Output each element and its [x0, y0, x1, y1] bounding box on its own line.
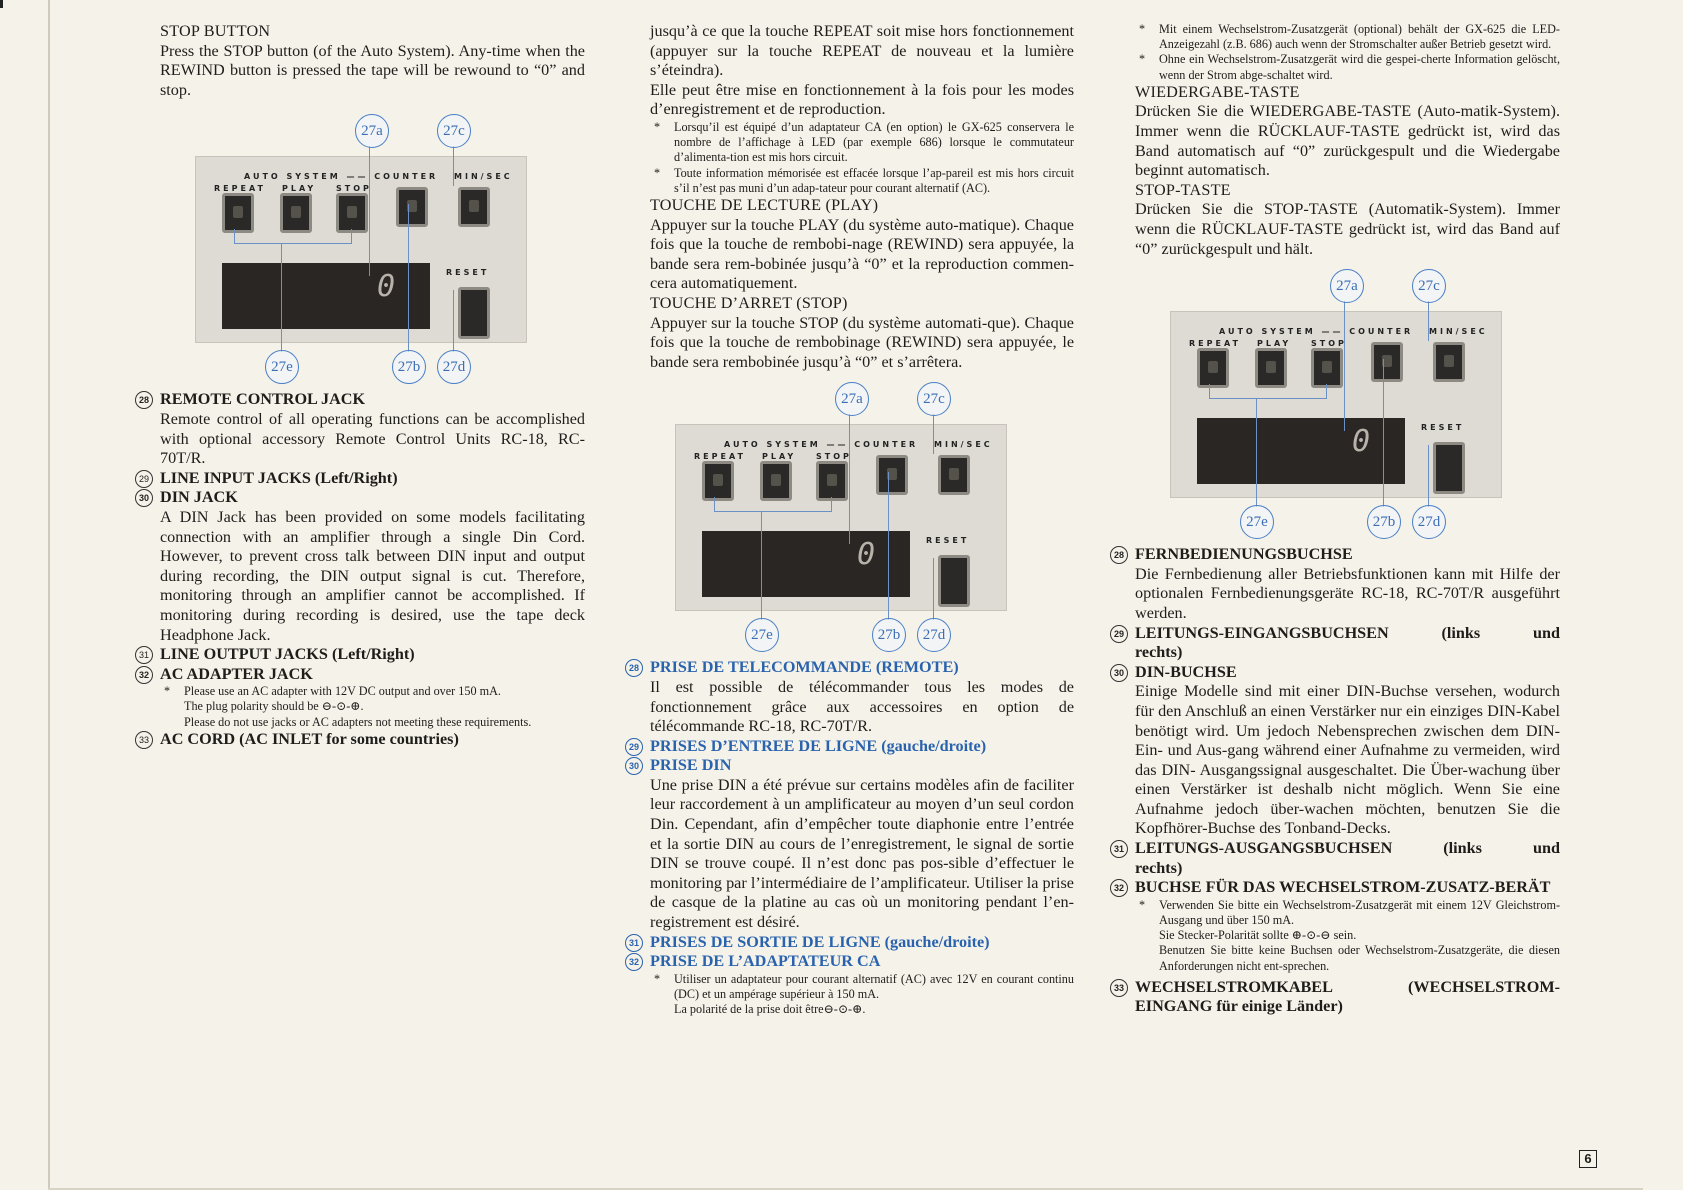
fr-note-2: * Toute information mémorisée est effacée lorsque l’ap-pareil est mis hors circuit s’il n’est pas muni d’un adap-tateur pour courant alternatif (AC). — [654, 165, 1074, 195]
fr-intro: jusqu’à ce que la touche REPEAT soit mise hors fonctionnement (appuyer sur la touche REPEAT de nouveau et la lumière s’éteindra). — [650, 22, 1074, 80]
fr-callout-line-e — [761, 512, 762, 620]
fr-auto-system-figure — [675, 382, 1005, 652]
panel-label-repeat: REPEAT — [214, 184, 266, 194]
item-33-title: 33 AC CORD (AC INLET for some countries) — [160, 730, 585, 750]
fr-callout-line-c — [933, 414, 934, 454]
stop-button — [336, 193, 368, 233]
item-31-title: 31 LINE OUTPUT JACKS (Left/Right) — [160, 645, 585, 665]
fr-counter-digit: 0 — [857, 537, 876, 573]
fr-panel-label-reset: RESET — [926, 536, 970, 546]
callout-27d: 27d — [437, 350, 471, 384]
fr-panel-label-auto: AUTO SYSTEM —— COUNTER — [724, 440, 919, 450]
de-reset-button — [1433, 442, 1465, 494]
de-item-29-title: 29 LEITUNGS-EINGANGSBUCHSEN (links und — [1135, 624, 1560, 644]
fr-play-title: TOUCHE DE LECTURE (PLAY) — [650, 195, 879, 214]
callout-27b: 27b — [392, 350, 426, 384]
de-item-29-cont: rechts) — [1135, 643, 1183, 662]
counter-panel — [195, 156, 527, 343]
de-item-31-cont: rechts) — [1135, 858, 1183, 877]
fr-button-link-line — [714, 497, 832, 512]
de-auto-system-figure — [1170, 269, 1500, 539]
fr-item-30-title: 30 PRISE DIN — [650, 756, 1074, 776]
de-panel-label-stop: STOP — [1311, 339, 1347, 349]
de-counter-digit: 0 — [1352, 424, 1371, 460]
de-stop-title: STOP-TASTE — [1135, 180, 1231, 199]
de-button-link-line — [1209, 384, 1327, 399]
fr-item-28-title: 28 PRISE DE TELECOMMANDE (REMOTE) — [650, 658, 1074, 678]
fr-panel-label-minsec: MIN/SEC — [934, 440, 993, 450]
fr-minsec-button — [938, 455, 970, 495]
fr-counter-button — [876, 455, 908, 495]
callout-line-e — [281, 244, 282, 352]
fr-stop-button — [816, 461, 848, 501]
de-item-30-title: 30 DIN-BUCHSE — [1135, 663, 1560, 683]
de-item-28-title: 28 FERNBEDIENUNGSBUCHSE — [1135, 545, 1560, 565]
reset-button — [458, 287, 490, 339]
fr-item-32-title: 32 PRISE DE L’ADAPTATEUR CA — [650, 952, 1074, 972]
fr-item-32-polarity: La polarité de la prise doit être⊖-⊙-⊕. — [674, 1002, 866, 1017]
repeat-button — [222, 193, 254, 233]
fr-reset-button — [938, 555, 970, 607]
de-item-32-title: 32 BUCHSE FÜR DAS WECHSELSTROM-ZUSATZ-BERÄT — [1135, 878, 1560, 898]
de-item-33-cont: EINGANG für einige Länder) — [1135, 997, 1343, 1016]
fr-panel-label-stop: STOP — [816, 452, 852, 462]
callout-27e: 27e — [265, 350, 299, 384]
counter-button — [396, 187, 428, 227]
de-callout-27d: 27d — [1412, 505, 1446, 539]
fr-callout-line-a — [849, 414, 850, 544]
fr-callout-27d: 27d — [917, 618, 951, 652]
german-column — [1113, 22, 1560, 1017]
de-item-31-title: 31 LEITUNGS-AUSGANGSBUCHSEN (links und — [1135, 839, 1560, 859]
de-item-32-note: * Verwenden Sie bitte ein Wechselstrom-Zusatzgerät mit einem 12V Gleichstrom-Ausgang und über 150 mA. — [1139, 897, 1560, 928]
item-28-title: 28 REMOTE CONTROL JACK — [160, 390, 585, 410]
de-play-text: Drücken Sie die WIEDERGABE-TASTE (Auto-matik-System). Immer wenn die RÜCKLAUF-TASTE gedrückt ist, wird das Band automatisch auf “0” zurückgespult und die Wiedergabe beginnt automatisch. — [1135, 102, 1560, 180]
de-panel-label-minsec: MIN/SEC — [1429, 327, 1488, 337]
de-note-2: * Ohne ein Wechselstrom-Zusatzgerät wird die gespei-cherte Information gelöscht, wenn der Strom abge-schaltet wird. — [1139, 52, 1560, 82]
de-item-32-warning: Benutzen Sie bitte keine Buchsen oder Wechselstrom-Zusatzgeräte, die diesen Anforderungen nicht ent-sprechen. — [1159, 943, 1560, 973]
de-stop-button — [1311, 348, 1343, 388]
stop-button-text: Press the STOP button (of the Auto System). Any-time when the REWIND button is pressed the tape will be rewound to “0” and stop. — [160, 41, 585, 99]
fr-counter-panel — [675, 424, 1007, 611]
item-28-text: Remote control of all operating functions can be accomplished with optional accessory Remote Control Units RC-18, RC-70T/R. — [160, 409, 585, 468]
de-panel-label-auto: AUTO SYSTEM —— COUNTER — [1219, 327, 1414, 337]
de-callout-line-b — [1383, 359, 1384, 507]
fr-callout-27c: 27c — [917, 382, 951, 416]
de-panel-label-play: PLAY — [1257, 339, 1292, 349]
callout-27c: 27c — [437, 114, 471, 148]
de-callout-27a: 27a — [1330, 269, 1364, 303]
button-link-line — [234, 229, 352, 244]
de-minsec-button — [1433, 342, 1465, 382]
item-32-title: 32 AC ADAPTER JACK — [160, 665, 585, 685]
de-callout-27b: 27b — [1367, 505, 1401, 539]
de-play-button — [1255, 348, 1287, 388]
auto-system-figure — [195, 114, 525, 384]
de-counter-display — [1197, 418, 1405, 484]
page-number: 6 — [1579, 1150, 1597, 1168]
french-column — [628, 22, 1074, 1017]
de-callout-line-d — [1428, 445, 1429, 507]
callout-27a: 27a — [355, 114, 389, 148]
de-panel-label-repeat: REPEAT — [1189, 339, 1241, 349]
page-left-edge — [48, 0, 50, 1190]
panel-label-play: PLAY — [282, 184, 317, 194]
fr-callout-line-d — [933, 558, 934, 620]
item-32-warning: Please do not use jacks or AC adapters not meeting these requirements. — [184, 714, 532, 729]
callout-line-b — [408, 204, 409, 352]
panel-label-minsec: MIN/SEC — [454, 172, 513, 182]
fr-counter-display — [702, 531, 910, 597]
panel-label-stop: STOP — [336, 184, 372, 194]
fr-callout-27a: 27a — [835, 382, 869, 416]
stop-button-title: STOP BUTTON — [160, 22, 271, 40]
de-note-1: * Mit einem Wechselstrom-Zusatzgerät (optional) behält der GX-625 die LED-Anzeigezahl (z.B. 686) auch wenn der Stromschalter außer Betrieb gesetzt wird. — [1139, 22, 1560, 52]
de-counter-panel — [1170, 311, 1502, 498]
de-callout-line-a — [1344, 301, 1345, 431]
fr-item-30-text: Une prise DIN a été prévue sur certains modèles afin de faciliter leur raccordement à un amplificateur au moyen d’un seul cordon Din. Cependant, afin d’empêcher toute diaphonie entre l’entrée et la sortie DIN au cours de l’enregistrement, le signal de sortie DIN se trouve coupé. Il n’est donc pas pos-sible d’effectuer le monitoring par l’intermédiaire de l’amplificateur. Utiliser la prise de casque de la platine au cas où un monitoring pendant l’en-registrement est désiré. — [650, 775, 1074, 932]
de-stop-text: Drücken Sie die STOP-TASTE (Automatik-System). Immer wenn die RÜCKLAUF-TASTE gedrückt ist, wird das Band auf “0” zurückgespult und hält. — [1135, 200, 1560, 258]
panel-label-auto: AUTO SYSTEM —— COUNTER — [244, 172, 439, 182]
callout-line-a — [369, 146, 370, 276]
fr-item-29-title: 29 PRISES D’ENTREE DE LIGNE (gauche/droite) — [650, 737, 1074, 757]
fr-callout-27b: 27b — [872, 618, 906, 652]
item-32-polarity: The plug polarity should be ⊖-⊙-⊕. — [184, 699, 364, 714]
item-29-title: 29 LINE INPUT JACKS (Left/Right) — [160, 469, 585, 489]
fr-item-32-note: * Utiliser un adaptateur pour courant alternatif (AC) avec 12V en courant continu (DC) et un ampérage supérieur à 150 mA. — [654, 971, 1074, 1002]
de-panel-label-reset: RESET — [1421, 423, 1465, 433]
play-button — [280, 193, 312, 233]
de-item-32-polarity: Sie Stecker-Polarität sollte ⊕-⊙-⊖ sein. — [1159, 928, 1357, 943]
fr-panel-label-play: PLAY — [762, 452, 797, 462]
item-32-note: * Please use an AC adapter with 12V DC output and over 150 mA. — [164, 684, 501, 699]
de-item-33-title: 33 WECHSELSTROMKABEL (WECHSELSTROM- — [1135, 978, 1560, 998]
de-callout-27e: 27e — [1240, 505, 1274, 539]
de-counter-button — [1371, 342, 1403, 382]
de-callout-27c: 27c — [1412, 269, 1446, 303]
fr-play-text: Appuyer sur la touche PLAY (du système auto-matique). Chaque fois que la touche de rembobi-nage (REWIND) sera appuyée, la bande sera rem-bobinée jusqu’à “0” et la reproduction commen-cera automatiquement. — [650, 215, 1074, 293]
callout-line-d — [453, 290, 454, 352]
fr-play-button — [760, 461, 792, 501]
fr-callout-27e: 27e — [745, 618, 779, 652]
de-callout-line-c — [1428, 301, 1429, 341]
de-repeat-button — [1197, 348, 1229, 388]
item-30-title: 30 DIN JACK — [160, 488, 585, 508]
fr-note-1: * Lorsqu’il est équipé d’un adaptateur CA (en option) le GX-625 conservera le nombre de l’affichage à LED (par exemple 686) lorsque le commutateur d’alimenta-tion est mis hors circuit. — [654, 119, 1074, 165]
de-item-28-text: Die Fernbedienung aller Betriebsfunktionen kann mit Hilfe der optionalen Fernbedienungsgeräte RC-18, RC-70T/R ausgeführt werden. — [1135, 564, 1560, 622]
callout-line-c — [453, 146, 454, 186]
fr-repeat-button — [702, 461, 734, 501]
corner-mark — [0, 0, 3, 8]
panel-label-reset: RESET — [446, 268, 490, 278]
counter-display — [222, 263, 430, 329]
de-callout-line-e — [1256, 399, 1257, 507]
fr-stop-text: Appuyer sur la touche STOP (du système automati-que). Chaque fois que la touche de rembobinage (REWIND) sera appuyée, le bande sera rembobinée jusqu’à “0” et s’arrêtera. — [650, 313, 1074, 371]
de-play-title: WIEDERGABE-TASTE — [1135, 82, 1300, 101]
fr-panel-label-repeat: REPEAT — [694, 452, 746, 462]
fr-callout-line-b — [888, 472, 889, 620]
english-column — [138, 22, 585, 749]
item-30-text: A DIN Jack has been provided on some models facilitating connection with an amplifier through a single Din Cord. However, to prevent cross talk between DIN input and output during recording, the DIN output signal is cut. Therefore, monitoring through an amplifier cannot be accomplished. If monitoring during recording is desired, use the tape deck Headphone Jack. — [160, 507, 585, 644]
fr-stop-title: TOUCHE D’ARRET (STOP) — [650, 293, 848, 312]
fr-intro-2: Elle peut être mise en fonctionnement à la fois pour les modes d’enregistrement et de reproduction. — [650, 80, 1074, 119]
fr-item-31-title: 31 PRISES DE SORTIE DE LIGNE (gauche/droite) — [650, 933, 1074, 953]
counter-digit: 0 — [377, 269, 396, 305]
de-item-30-text: Einige Modelle sind mit einer DIN-Buchse versehen, wodurch für den Anschluß an einen Verstärker nur ein einziges DIN-Kabel benötigt wird. Um jedoch Nebensprechen zwischen dem DIN-Ein- und Aus-gang während einer Aufnahme zu vermeiden, wird das DIN- Ausgangssignal ausgeschaltet. Die Über-wachung über einen Verstärker ist deshalb nicht möglich. Wenn Sie eine Aufnahme jedoch über-wachen möchten, benutzen Sie die Kopfhörer-Buchse des Tonband-Decks. — [1135, 682, 1560, 838]
fr-item-28-text: Il est possible de télécommander tous les modes de fonctionnement grâce aux accessoires en option de télécommande RC-18, RC-70T/R. — [650, 677, 1074, 736]
minsec-button — [458, 187, 490, 227]
